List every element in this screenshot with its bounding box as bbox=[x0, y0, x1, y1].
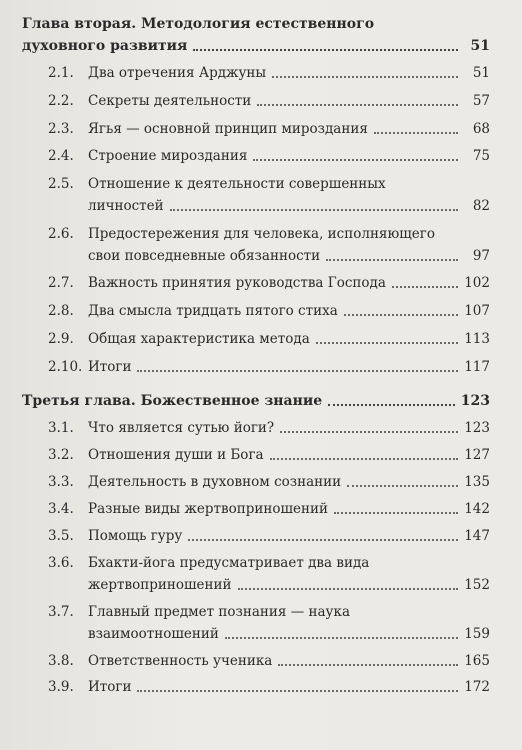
toc-item-text: духовного развития bbox=[22, 38, 188, 54]
toc-title-line bbox=[48, 554, 369, 572]
toc-item-row bbox=[48, 302, 490, 320]
toc-item-title bbox=[88, 576, 232, 594]
toc-item-number: 3.9. bbox=[48, 679, 74, 695]
toc-item-text: Ягья — основной принцип мироздания bbox=[88, 121, 368, 137]
toc-item-row bbox=[48, 678, 490, 696]
page-number: 57 bbox=[472, 93, 490, 109]
page-number: 68 bbox=[472, 121, 490, 137]
toc-item-row bbox=[48, 330, 490, 348]
toc-item-number: 3.4. bbox=[48, 501, 74, 517]
toc-title-line bbox=[22, 15, 374, 33]
toc-item-text: личностей bbox=[88, 198, 164, 214]
toc-item-number: 2.10. bbox=[48, 359, 83, 375]
toc-item-number: 2.6. bbox=[48, 226, 74, 242]
toc-item-number: 2.7. bbox=[48, 275, 74, 291]
dot-leader bbox=[328, 403, 455, 406]
page-number: 113 bbox=[464, 331, 490, 347]
toc-item-title bbox=[48, 120, 368, 138]
page-number: 123 bbox=[464, 420, 490, 436]
toc-item-text: Строение мироздания bbox=[88, 148, 248, 164]
toc-item-text: Бхакти-йога предусматривает два вида bbox=[88, 555, 370, 571]
dot-leader bbox=[280, 430, 458, 433]
toc-item-text: Разные виды жертвоприношений bbox=[88, 501, 329, 517]
toc-item-text: Деятельность в духовном сознании bbox=[88, 474, 342, 490]
toc-item-title bbox=[88, 625, 219, 643]
toc-item-text: Два смысла тридцать пятого стиха bbox=[88, 303, 338, 319]
toc-item-title bbox=[48, 147, 247, 165]
toc-item-number: 3.2. bbox=[48, 447, 74, 463]
page-number: 97 bbox=[472, 248, 490, 264]
toc-item-text: Итоги bbox=[88, 359, 132, 375]
toc-item-number: 3.3. bbox=[48, 474, 74, 490]
toc-item-title bbox=[48, 500, 328, 518]
dot-leader bbox=[347, 484, 458, 487]
dot-leader bbox=[270, 457, 458, 460]
toc-item-number: 2.8. bbox=[48, 303, 74, 319]
page-number: 75 bbox=[472, 148, 490, 164]
toc-item-number: 3.5. bbox=[48, 528, 74, 544]
toc-item-row bbox=[88, 247, 490, 265]
toc-item-title bbox=[48, 527, 182, 545]
chapter-three-title bbox=[22, 392, 322, 410]
dot-leader bbox=[170, 208, 458, 211]
page-number: 127 bbox=[464, 447, 490, 463]
toc-item-text: Третья глава. Божественное знание bbox=[22, 393, 323, 409]
toc-item-text: Отношение к деятельности совершенных bbox=[88, 176, 386, 192]
page-number: 123 bbox=[460, 393, 490, 409]
toc-item-row bbox=[48, 147, 490, 165]
toc-item-row bbox=[48, 92, 490, 110]
dot-leader bbox=[253, 158, 458, 161]
toc-item-text: жертвоприношений bbox=[88, 577, 232, 593]
dot-leader bbox=[193, 48, 458, 51]
toc-item-title bbox=[48, 330, 310, 348]
toc-item-number: 2.1. bbox=[48, 65, 74, 81]
dot-leader bbox=[225, 636, 458, 639]
dot-leader bbox=[374, 131, 458, 134]
page-number: 107 bbox=[464, 303, 490, 319]
toc-item-row bbox=[48, 500, 490, 518]
toc-item-row bbox=[48, 120, 490, 138]
dot-leader bbox=[278, 663, 458, 666]
toc-item-text: Что является сутью йоги? bbox=[88, 420, 275, 436]
toc-item-row bbox=[48, 419, 490, 437]
toc-item-title bbox=[48, 92, 251, 110]
dot-leader bbox=[137, 369, 458, 372]
toc-item-row bbox=[48, 64, 490, 82]
toc-item-title bbox=[88, 197, 164, 215]
toc-item-text: взаимоотношений bbox=[88, 626, 219, 642]
toc-item-number: 3.1. bbox=[48, 420, 74, 436]
page-number: 51 bbox=[470, 38, 490, 54]
toc-item-title bbox=[48, 302, 338, 320]
toc-item-number: 3.7. bbox=[48, 604, 74, 620]
toc-item-title bbox=[48, 358, 131, 376]
toc-item-text: Отношения души и Бога bbox=[88, 447, 264, 463]
toc-item-title bbox=[48, 678, 131, 696]
toc-item-row bbox=[48, 446, 490, 464]
page-number: 165 bbox=[464, 653, 490, 669]
chapter-two-title bbox=[22, 37, 187, 55]
toc-item-title bbox=[48, 473, 341, 491]
toc-item-number: 3.6. bbox=[48, 555, 74, 571]
page-number: 135 bbox=[464, 474, 490, 490]
dot-leader bbox=[137, 689, 458, 692]
dot-leader bbox=[392, 285, 458, 288]
toc-item-title bbox=[48, 419, 274, 437]
page-number: 142 bbox=[464, 501, 490, 517]
toc-item-row bbox=[88, 197, 490, 215]
toc-item-text: Итоги bbox=[88, 679, 132, 695]
dot-leader bbox=[272, 75, 458, 78]
toc-item-title bbox=[48, 274, 386, 292]
dot-leader bbox=[188, 538, 458, 541]
chapter-two-row bbox=[22, 37, 490, 55]
page-number: 102 bbox=[464, 275, 490, 291]
toc-title-line bbox=[48, 175, 386, 193]
chapter-three-row bbox=[22, 392, 490, 410]
toc-item-text: Главный предмет познания — наука bbox=[88, 604, 350, 620]
toc-item-title bbox=[88, 247, 320, 265]
dot-leader bbox=[344, 313, 458, 316]
page-number: 147 bbox=[464, 528, 490, 544]
toc-item-text: Секреты деятельности bbox=[88, 93, 252, 109]
toc-title-line bbox=[48, 603, 350, 621]
toc-item-text: Важность принятия руководства Господа bbox=[88, 275, 386, 291]
page-number: 51 bbox=[472, 65, 490, 81]
toc-item-number: 2.3. bbox=[48, 121, 74, 137]
toc-item-text: Два отречения Арджуны bbox=[88, 65, 267, 81]
dot-leader bbox=[334, 511, 458, 514]
page-number: 159 bbox=[464, 626, 490, 642]
toc-item-text: Общая характеристика метода bbox=[88, 331, 310, 347]
toc-item-text: Предостережения для человека, исполняющего bbox=[88, 226, 435, 242]
toc-item-row bbox=[88, 625, 490, 643]
toc-item-title bbox=[48, 446, 264, 464]
toc-item-title bbox=[48, 652, 272, 670]
toc-item-row bbox=[88, 576, 490, 594]
toc-item-row bbox=[48, 358, 490, 376]
toc-item-title bbox=[48, 64, 266, 82]
page-number: 172 bbox=[464, 679, 490, 695]
toc-title-line bbox=[48, 225, 435, 243]
toc-item-row bbox=[48, 274, 490, 292]
page-number: 117 bbox=[464, 359, 490, 375]
dot-leader bbox=[238, 587, 458, 590]
dot-leader bbox=[326, 258, 458, 261]
toc-item-number: 2.2. bbox=[48, 93, 74, 109]
toc-item-number: 2.4. bbox=[48, 148, 74, 164]
dot-leader bbox=[316, 341, 458, 344]
page-number: 82 bbox=[472, 198, 490, 214]
toc-item-number: 2.5. bbox=[48, 176, 74, 192]
toc-item-text: свои повседневные обязанности bbox=[88, 248, 321, 264]
toc-item-text: Помощь гуру bbox=[88, 528, 183, 544]
toc-item-row bbox=[48, 527, 490, 545]
toc-item-number: 3.8. bbox=[48, 653, 74, 669]
toc-item-row bbox=[48, 652, 490, 670]
toc-item-text: Глава вторая. Методология естественного bbox=[22, 16, 375, 32]
dot-leader bbox=[257, 103, 458, 106]
toc-item-text: Ответственность ученика bbox=[88, 653, 273, 669]
page-number: 152 bbox=[464, 577, 490, 593]
toc-item-number: 2.9. bbox=[48, 331, 74, 347]
toc-item-row bbox=[48, 473, 490, 491]
